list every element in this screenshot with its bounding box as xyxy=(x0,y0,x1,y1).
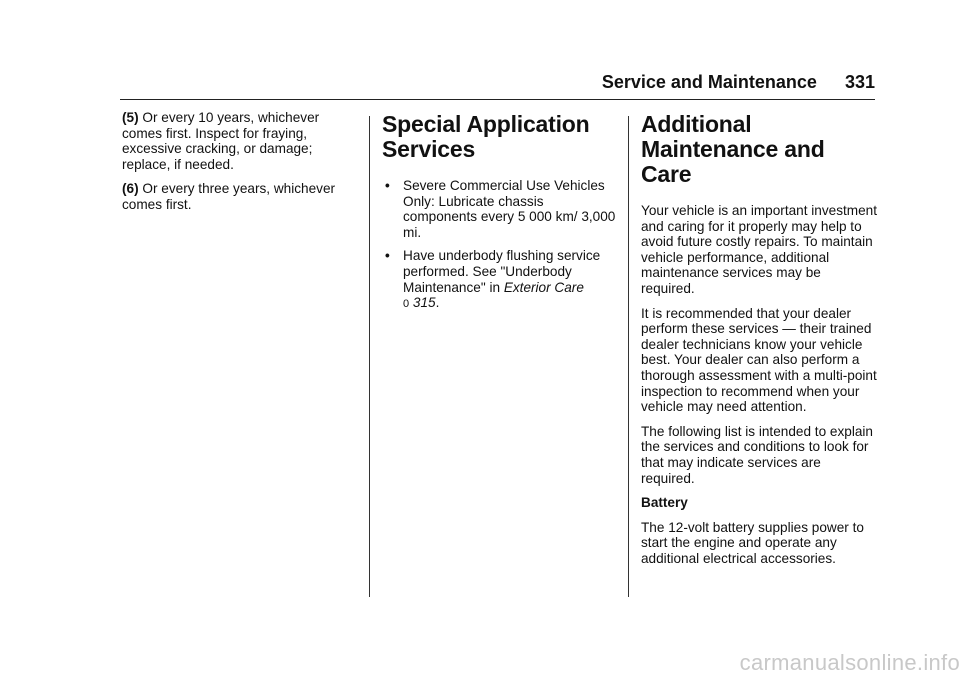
bullet-icon: • xyxy=(385,178,390,193)
list-item-text-end: . xyxy=(435,295,440,311)
column-divider xyxy=(369,116,370,597)
footnote-text: Or every 10 years, whichever comes first. Inspect for fraying, excessive cracking, or damage; replace, if needed. xyxy=(122,110,320,172)
footnote-5 xyxy=(122,110,358,172)
page-header xyxy=(120,72,875,98)
column-left xyxy=(122,110,358,222)
column-right xyxy=(641,110,877,575)
paragraph: It is recommended that your dealer perform these services — their trained dealer technicians know your vehicle best. Your dealer can also perform a thorough assessment with a multi-point inspection to recommend when your vehicle may need attention. xyxy=(641,305,877,415)
list-item xyxy=(382,248,618,312)
page-number: 331 xyxy=(844,72,875,92)
column-divider xyxy=(628,116,629,597)
cross-reference-link[interactable]: Exterior Care xyxy=(503,279,584,295)
paragraph: Your vehicle is an important investment and caring for it properly may help to avoid future costly repairs. To maintain vehicle performance, additional maintenance services may be required. xyxy=(641,203,877,296)
bullet-list xyxy=(382,178,618,313)
footnote-number: (6) xyxy=(122,181,139,197)
special-application-heading: Special Application Services xyxy=(382,111,590,162)
additional-maintenance-heading: Additional Maintenance and Care xyxy=(641,111,825,187)
watermark: carmanualsonline.info xyxy=(739,650,960,675)
cross-reference-page[interactable]: 315 xyxy=(412,295,436,311)
footnote-text: Or every three years, whichever comes first. xyxy=(122,181,336,212)
column-middle xyxy=(382,110,618,321)
page-reference-icon: 0 xyxy=(403,298,410,311)
footnote-6 xyxy=(122,181,358,212)
bullet-icon: • xyxy=(385,248,390,264)
header-rule xyxy=(120,99,875,100)
battery-subheading: Battery xyxy=(641,495,688,511)
section-title: Service and Maintenance xyxy=(601,72,817,92)
footnote-number: (5) xyxy=(122,110,139,125)
list-item-text: Have underbody flushing service performed. See "Underbody Maintenance" in xyxy=(403,248,601,295)
paragraph: The following list is intended to explain the services and conditions to look for that may indicate services are required. xyxy=(641,423,873,486)
battery-paragraph: The 12-volt battery supplies power to start the engine and operate any additional electrical accessories. xyxy=(641,519,864,566)
list-item xyxy=(382,178,618,240)
list-item-text: Severe Commercial Use Vehicles Only: Lubricate chassis components every 5 000 km/ 3,000 mi. xyxy=(403,178,616,240)
